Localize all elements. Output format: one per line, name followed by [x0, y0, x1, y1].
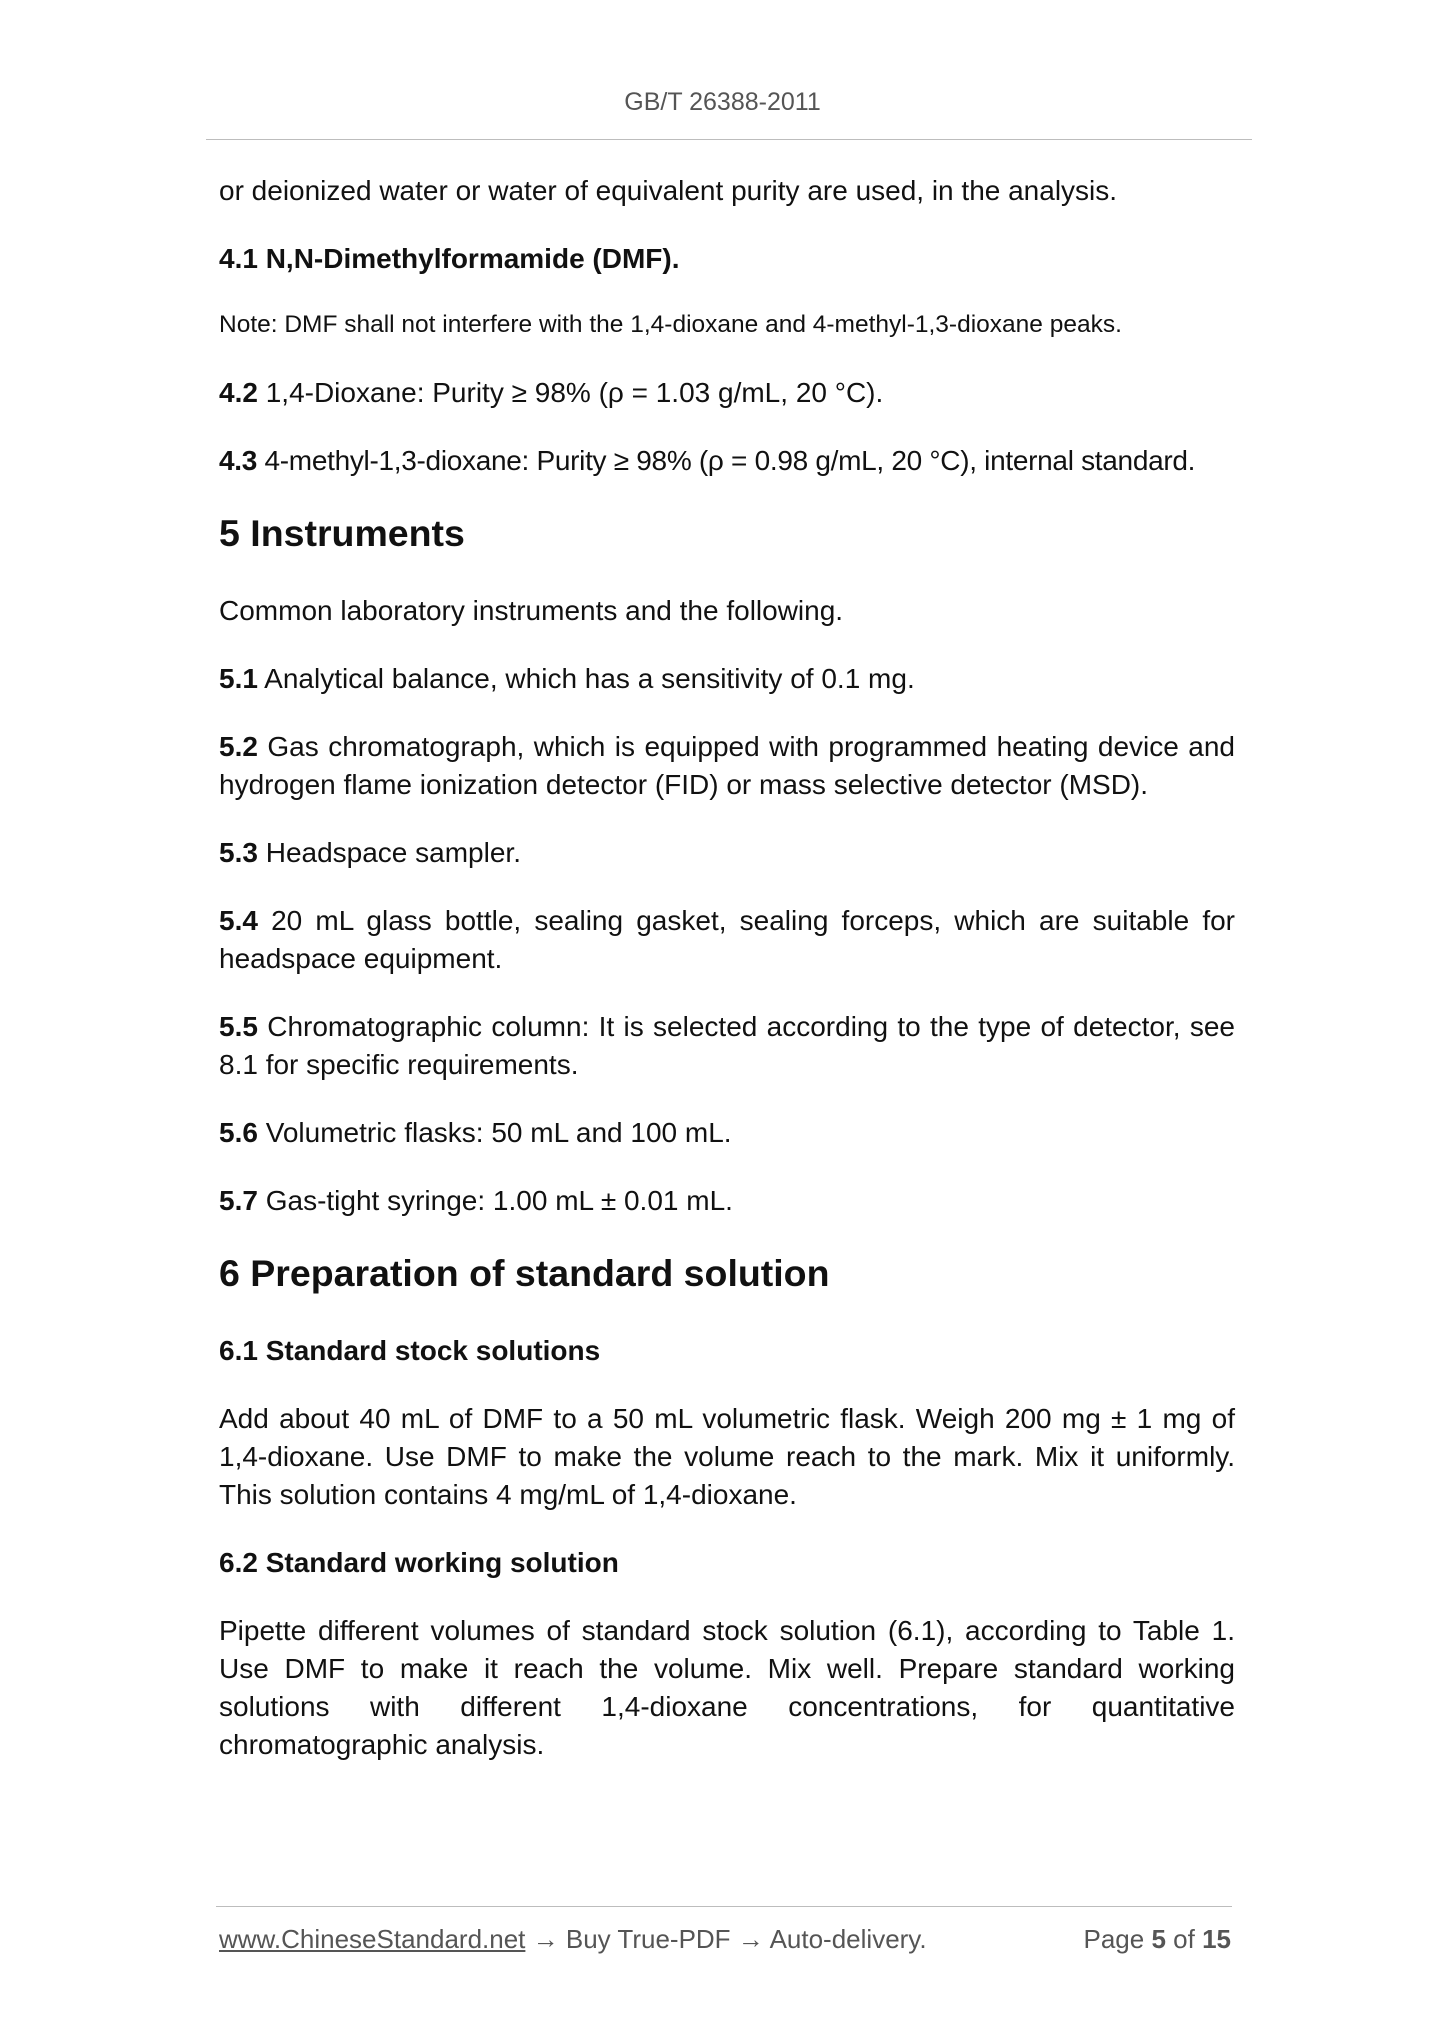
section-5-5-text: Chromatographic column: It is selected according to the type of detector, see 8.1 for specific requirements. [219, 1011, 1235, 1080]
section-4-2-text: 1,4-Dioxane: Purity ≥ 98% (ρ = 1.03 g/mL, 20 °C). [257, 377, 884, 408]
section-4-3-text: 4-methyl-1,3-dioxane: Purity ≥ 98% (ρ = 0.98 g/mL, 20 °C), internal standard. [257, 445, 1196, 476]
section-4-1-title: 4.1 N,N-Dimethylformamide (DMF). [219, 243, 680, 274]
section-5-intro: Common laboratory instruments and the following. [219, 595, 844, 626]
footer-divider [216, 1906, 1232, 1907]
section-5-7-number: 5.7 [219, 1185, 258, 1216]
section-4-3-number: 4.3 [219, 445, 258, 476]
section-4-2 [219, 374, 1235, 412]
section-5-2 [219, 728, 1235, 804]
footer-page-info [1083, 1922, 1231, 1956]
footer-page-label: Page [1083, 1924, 1145, 1954]
section-5-3-text: Headspace sampler. [257, 837, 521, 868]
section-5-3 [219, 834, 1235, 872]
section-5-6-text: Volumetric flasks: 50 mL and 100 mL. [257, 1117, 732, 1148]
section-5-4-number: 5.4 [219, 905, 258, 936]
header-divider [206, 139, 1252, 140]
section-5-2-number: 5.2 [219, 731, 258, 762]
section-4-3 [219, 442, 1235, 480]
heading-section-6-1: 6.1 Standard stock solutions [219, 1335, 601, 1366]
section-5-4-text: 20 mL glass bottle, sealing gasket, sealing forceps, which are suitable for headspace equipment. [219, 905, 1235, 974]
section-6-2-paragraph: Pipette different volumes of standard stock solution (6.1), according to Table 1. Use DMF to make it reach the volume. Mix well. Prepare standard working solutions with different 1,4-dioxane concentrations, for quantitative chromatographic analysis. [219, 1615, 1235, 1760]
section-5-7-text: Gas-tight syringe: 1.00 mL ± 0.01 mL. [257, 1185, 733, 1216]
footer-website-link[interactable]: www.ChineseStandard.net [219, 1924, 526, 1954]
page-footer [219, 1922, 1231, 1956]
section-5-6-number: 5.6 [219, 1117, 258, 1148]
heading-section-6: 6 Preparation of standard solution [219, 1252, 830, 1294]
section-5-6 [219, 1114, 1235, 1152]
section-6-1-paragraph: Add about 40 mL of DMF to a 50 mL volumetric flask. Weigh 200 mg ± 1 mg of 1,4-dioxane. Use DMF to make the volume reach to the mark. Mix it uniformly. This solution contains 4 mg/mL of 1,4-dioxane. [219, 1403, 1235, 1510]
section-5-2-text: Gas chromatograph, which is equipped with programmed heating device and hydrogen flame ionization detector (FID) or mass selective detector (MSD). [219, 731, 1235, 800]
section-5-1-text: Analytical balance, which has a sensitivity of 0.1 mg. [257, 663, 915, 694]
section-5-7 [219, 1182, 1235, 1220]
footer-total-pages: 15 [1202, 1924, 1231, 1954]
section-5-1 [219, 660, 1235, 698]
section-5-1-number: 5.1 [219, 663, 258, 694]
heading-section-6-2: 6.2 Standard working solution [219, 1547, 619, 1578]
intro-continuation: or deionized water or water of equivalent purity are used, in the analysis. [219, 175, 1118, 206]
section-4-2-number: 4.2 [219, 377, 258, 408]
section-5-4 [219, 902, 1235, 978]
footer-of-label: of [1173, 1924, 1195, 1954]
heading-section-5: 5 Instruments [219, 512, 465, 554]
footer-promo-text: → Buy True-PDF → Auto-delivery. [525, 1924, 927, 1954]
footer-page-number: 5 [1151, 1924, 1166, 1954]
page-content [219, 172, 1235, 1794]
section-5-5-number: 5.5 [219, 1011, 258, 1042]
section-5-3-number: 5.3 [219, 837, 258, 868]
section-5-5 [219, 1008, 1235, 1084]
section-4-1-note: Note: DMF shall not interfere with the 1,4-dioxane and 4-methyl-1,3-dioxane peaks. [219, 311, 1122, 338]
header-standard-code: GB/T 26388-2011 [624, 88, 821, 116]
